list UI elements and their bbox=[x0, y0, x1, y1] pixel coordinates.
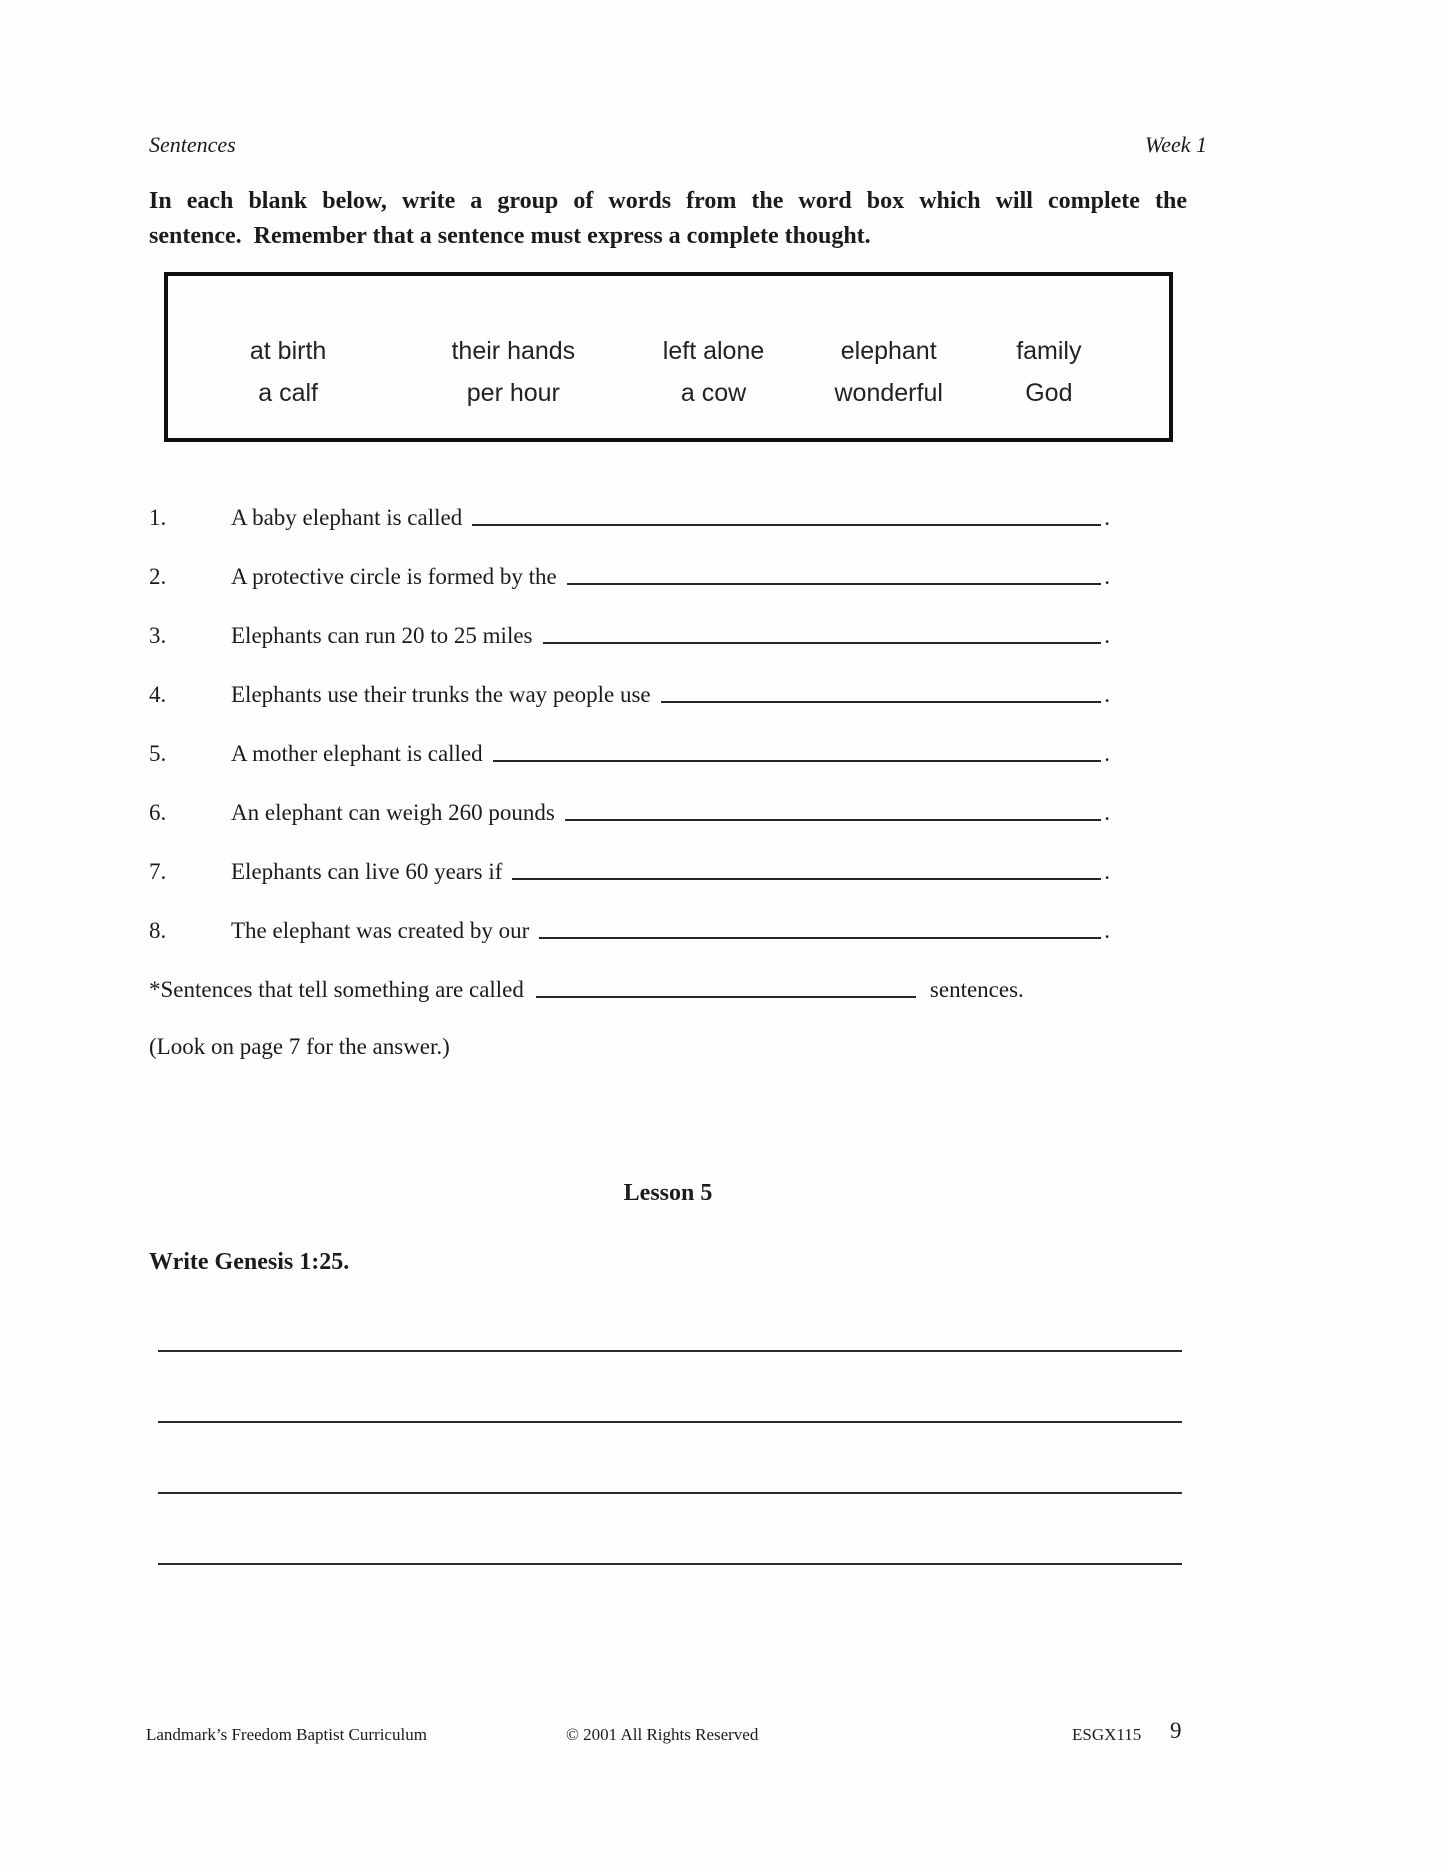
word-family: family bbox=[1016, 336, 1082, 365]
answer-blank bbox=[512, 876, 1101, 880]
word-at-birth: at birth bbox=[249, 336, 327, 365]
word-wonderful: wonderful bbox=[834, 378, 943, 407]
word-box-row-2 bbox=[168, 372, 1169, 414]
word-per-hour: per hour bbox=[466, 378, 560, 407]
answer-blank bbox=[493, 758, 1102, 762]
question-number: 3. bbox=[149, 623, 167, 648]
question-period: . bbox=[1104, 859, 1110, 884]
question-period: . bbox=[1104, 623, 1110, 648]
writing-line-1 bbox=[158, 1350, 1182, 1352]
answer-blank bbox=[565, 817, 1101, 821]
question-text: A mother elephant is called bbox=[231, 741, 483, 766]
word-god: God bbox=[1025, 378, 1073, 407]
question-number: 6. bbox=[149, 800, 167, 825]
word-box-row-1 bbox=[168, 330, 1169, 372]
question-period: . bbox=[1104, 564, 1110, 589]
question-row-4 bbox=[149, 680, 1110, 708]
question-number: 2. bbox=[149, 564, 167, 589]
answer-blank bbox=[567, 581, 1102, 585]
question-row-1 bbox=[149, 503, 1110, 531]
question-text: Elephants can run 20 to 25 miles bbox=[231, 623, 533, 648]
footnote-line bbox=[149, 975, 1024, 1003]
question-number: 8. bbox=[149, 918, 167, 943]
word-a-cow: a cow bbox=[680, 378, 747, 407]
question-text: A protective circle is formed by the bbox=[231, 564, 557, 589]
question-text: An elephant can weigh 260 pounds bbox=[231, 800, 555, 825]
question-number: 1. bbox=[149, 505, 167, 530]
question-number: 7. bbox=[149, 859, 167, 884]
question-period: . bbox=[1104, 800, 1110, 825]
question-row-3 bbox=[149, 621, 1110, 649]
answer-blank bbox=[543, 640, 1102, 644]
footer-copyright: © 2001 All Rights Reserved bbox=[566, 1725, 759, 1744]
word-their-hands: their hands bbox=[451, 336, 576, 365]
question-text: Elephants use their trunks the way people use bbox=[231, 682, 651, 707]
writing-line-3 bbox=[158, 1492, 1182, 1494]
instructions-line-2: sentence. Remember that a sentence must express a complete thought. bbox=[149, 223, 871, 249]
writing-line-2 bbox=[158, 1421, 1182, 1423]
page-header bbox=[149, 132, 1207, 158]
question-row-7 bbox=[149, 857, 1110, 885]
question-row-5 bbox=[149, 739, 1110, 767]
answer-blank bbox=[661, 699, 1102, 703]
footnote-blank bbox=[536, 994, 916, 998]
writing-line-4 bbox=[158, 1563, 1182, 1565]
question-row-8 bbox=[149, 916, 1110, 944]
word-a-calf: a calf bbox=[258, 378, 318, 407]
question-text: The elephant was created by our bbox=[231, 918, 530, 943]
answer-hint-note: (Look on page 7 for the answer.) bbox=[149, 1034, 450, 1059]
question-list bbox=[149, 503, 1110, 975]
instructions-line-1: In each blank below, write a group of words from the word box which will complete the bbox=[149, 188, 1187, 214]
lesson-title: Lesson 5 bbox=[623, 1180, 713, 1206]
word-left-alone: left alone bbox=[662, 336, 765, 365]
footer-catalog-code: ESGX115 bbox=[1072, 1725, 1142, 1744]
question-number: 5. bbox=[149, 741, 167, 766]
question-text: Elephants can live 60 years if bbox=[231, 859, 503, 884]
footnote-text-after: sentences. bbox=[929, 977, 1024, 1002]
header-section-title: Sentences bbox=[149, 132, 236, 157]
word-elephant: elephant bbox=[840, 336, 937, 365]
question-text: A baby elephant is called bbox=[231, 505, 463, 530]
question-period: . bbox=[1104, 505, 1110, 530]
footnote-text-before: *Sentences that tell something are called bbox=[149, 977, 524, 1002]
header-week-label: Week 1 bbox=[1144, 132, 1207, 157]
question-period: . bbox=[1104, 741, 1110, 766]
question-row-2 bbox=[149, 562, 1110, 590]
footer-page-number: 9 bbox=[1170, 1718, 1182, 1743]
word-box bbox=[164, 272, 1173, 442]
write-verse-prompt: Write Genesis 1:25. bbox=[149, 1249, 350, 1275]
question-period: . bbox=[1104, 918, 1110, 943]
answer-blank bbox=[539, 935, 1101, 939]
question-period: . bbox=[1104, 682, 1110, 707]
question-row-6 bbox=[149, 798, 1110, 826]
question-number: 4. bbox=[149, 682, 167, 707]
answer-blank bbox=[472, 522, 1101, 526]
instructions bbox=[149, 184, 1187, 254]
footer-publisher: Landmark’s Freedom Baptist Curriculum bbox=[146, 1725, 427, 1744]
